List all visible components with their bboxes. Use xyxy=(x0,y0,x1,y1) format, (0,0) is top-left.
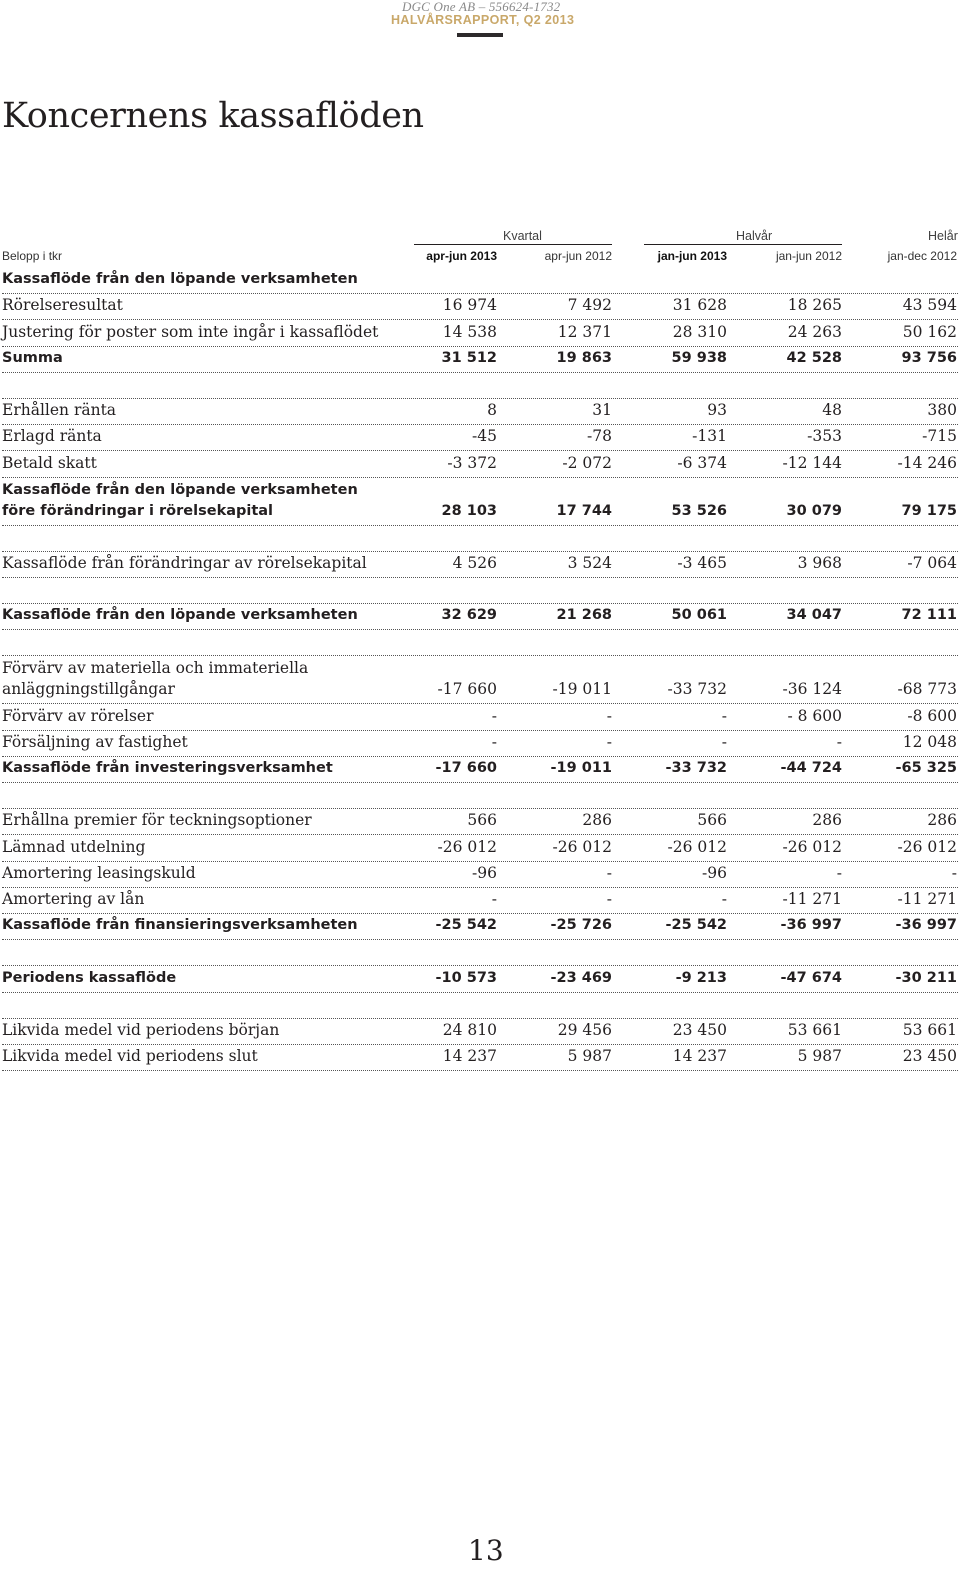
row-value: 29 456 xyxy=(557,1020,612,1039)
table-spacer xyxy=(0,783,960,809)
row-value: 380 xyxy=(927,401,957,420)
row-value: -45 xyxy=(472,427,497,446)
row-value: -131 xyxy=(692,427,727,446)
table-row xyxy=(0,320,960,346)
row-value: 31 628 xyxy=(672,296,727,315)
table-spacer xyxy=(0,993,960,1019)
row-value: 4 526 xyxy=(452,553,497,572)
row-value: 24 810 xyxy=(442,1020,497,1039)
table-row xyxy=(0,862,960,888)
row-value: 23 450 xyxy=(902,1047,957,1066)
row-value: 53 526 xyxy=(671,502,727,519)
group-kvartal: Kvartal xyxy=(503,229,542,243)
row-label: Kassaflöde från förändringar av rörelsekapital xyxy=(2,553,367,572)
row-value: -47 674 xyxy=(780,969,842,986)
row-value: - xyxy=(836,732,842,751)
row-value: 93 756 xyxy=(901,349,957,366)
row-label: Kassaflöde från investeringsverksamhet xyxy=(2,760,333,776)
table-row xyxy=(0,835,960,861)
row-value: -17 660 xyxy=(435,760,497,776)
row-value: -3 465 xyxy=(677,553,727,572)
table-spacer xyxy=(0,373,960,399)
row-value: 42 528 xyxy=(786,349,842,366)
page-header xyxy=(0,0,960,40)
cashflow-table xyxy=(0,268,960,1071)
row-value: - xyxy=(606,889,612,908)
row-value: 28 310 xyxy=(672,322,727,341)
row-value: 19 863 xyxy=(556,349,612,366)
table-row xyxy=(0,451,960,477)
header-rule xyxy=(457,33,503,37)
group-halvar-rule xyxy=(644,244,842,245)
row-value: 18 265 xyxy=(787,296,842,315)
row-value: 5 987 xyxy=(797,1047,842,1066)
row-label: Amortering av lån xyxy=(2,889,145,908)
row-label: Summa xyxy=(2,349,63,366)
row-value: - xyxy=(836,863,842,882)
table-spacer xyxy=(0,526,960,552)
row-value: - xyxy=(606,706,612,725)
row-value: 14 237 xyxy=(442,1047,497,1066)
table-row xyxy=(0,656,960,704)
row-value: -7 064 xyxy=(907,553,957,572)
row-value: -25 542 xyxy=(665,917,727,934)
table-row xyxy=(0,294,960,320)
row-label: Amortering leasingskuld xyxy=(2,863,196,882)
row-value: - xyxy=(721,706,727,725)
row-value: -12 144 xyxy=(782,453,842,472)
row-value: - xyxy=(721,889,727,908)
row-value: 14 538 xyxy=(442,322,497,341)
table-row xyxy=(0,1045,960,1071)
row-value: -715 xyxy=(922,427,957,446)
table-row xyxy=(0,731,960,757)
row-value: -353 xyxy=(807,427,842,446)
row-value: -25 542 xyxy=(435,917,497,934)
row-value: 31 512 xyxy=(441,349,497,366)
unit-label: Belopp i tkr xyxy=(2,249,63,263)
table-row xyxy=(0,604,960,630)
row-value: -8 600 xyxy=(907,706,957,725)
row-value: -19 011 xyxy=(552,680,612,699)
table-spacer xyxy=(0,630,960,656)
group-helar: Helår xyxy=(928,229,958,243)
table-row xyxy=(0,1019,960,1045)
row-label: Kassaflöde från den löpande verksamheten xyxy=(2,607,358,624)
row-value: - xyxy=(491,706,497,725)
row-value: 53 661 xyxy=(902,1020,957,1039)
row-value: 50 061 xyxy=(671,607,727,624)
row-value: -68 773 xyxy=(897,680,957,699)
table-row xyxy=(0,888,960,914)
row-value: - xyxy=(606,732,612,751)
table-row xyxy=(0,347,960,373)
row-value: 286 xyxy=(927,811,957,830)
row-value: 3 524 xyxy=(567,553,612,572)
row-value: - 8 600 xyxy=(787,706,842,725)
row-value: 28 103 xyxy=(441,502,497,519)
group-halvar: Halvår xyxy=(736,229,773,243)
row-label: Erhållen ränta xyxy=(2,401,117,420)
row-value: -44 724 xyxy=(780,760,842,776)
row-value: - xyxy=(721,732,727,751)
table-row xyxy=(0,268,960,294)
row-value: -33 732 xyxy=(665,760,727,776)
row-label: Rörelseresultat xyxy=(2,296,123,315)
row-value: -17 660 xyxy=(437,680,497,699)
row-value: -30 211 xyxy=(895,969,957,986)
row-value: 24 263 xyxy=(787,322,842,341)
row-value: -11 271 xyxy=(897,889,957,908)
row-value: 34 047 xyxy=(786,607,842,624)
row-value: -19 011 xyxy=(550,760,612,776)
row-value: 31 xyxy=(592,401,612,420)
table-row xyxy=(0,704,960,730)
row-value: 8 xyxy=(487,401,497,420)
row-label: Kassaflöde från finansieringsverksamheten xyxy=(2,917,358,934)
table-row xyxy=(0,425,960,451)
row-label: Justering för poster som inte ingår i kassaflödet xyxy=(2,322,379,341)
row-value: -78 xyxy=(587,427,612,446)
row-value: -36 997 xyxy=(895,917,957,934)
row-value: 286 xyxy=(812,811,842,830)
row-value: -36 124 xyxy=(782,680,842,699)
row-value: 21 268 xyxy=(556,607,612,624)
row-value: -26 012 xyxy=(437,837,497,856)
page-number: 13 xyxy=(468,1534,504,1567)
row-value: 50 162 xyxy=(902,322,957,341)
row-label: Förvärv av rörelser xyxy=(2,706,154,725)
table-row xyxy=(0,552,960,578)
table-row xyxy=(0,478,960,526)
row-value: - xyxy=(491,732,497,751)
row-value: -23 469 xyxy=(550,969,612,986)
row-value: 3 968 xyxy=(797,553,842,572)
row-value: 72 111 xyxy=(901,607,957,624)
row-value: 16 974 xyxy=(442,296,497,315)
row-value: -96 xyxy=(472,863,497,882)
table-row xyxy=(0,757,960,783)
col-header: jan-jun 2012 xyxy=(775,249,842,263)
row-label: Kassaflöde från den löpande verksamheten före förändringar i rörelsekapital xyxy=(2,481,358,519)
row-label: Erlagd ränta xyxy=(2,427,102,446)
row-value: -3 372 xyxy=(447,453,497,472)
row-value: -25 726 xyxy=(550,917,612,934)
row-label: Likvida medel vid periodens början xyxy=(2,1020,280,1039)
row-value: - xyxy=(491,889,497,908)
row-value: -26 012 xyxy=(782,837,842,856)
table-spacer xyxy=(0,940,960,966)
row-value: 14 237 xyxy=(672,1047,727,1066)
row-value: -14 246 xyxy=(897,453,957,472)
row-value: 12 371 xyxy=(557,322,612,341)
row-value: -9 213 xyxy=(675,969,727,986)
col-header: apr-jun 2012 xyxy=(544,249,612,263)
row-value: 32 629 xyxy=(441,607,497,624)
table-row xyxy=(0,399,960,425)
row-value: 286 xyxy=(582,811,612,830)
row-value: - xyxy=(606,863,612,882)
row-value: 23 450 xyxy=(672,1020,727,1039)
row-label: Lämnad utdelning xyxy=(2,837,146,856)
col-header: jan-dec 2012 xyxy=(887,249,957,263)
row-label: Förvärv av materiella och immateriella anläggningstillgångar xyxy=(2,659,309,699)
row-value: -26 012 xyxy=(667,837,727,856)
table-row xyxy=(0,914,960,940)
row-label: Kassaflöde från den löpande verksamheten xyxy=(2,271,358,288)
page-title: Koncernens kassaflöden xyxy=(2,96,424,136)
row-value: 43 594 xyxy=(902,296,957,315)
row-value: -6 374 xyxy=(677,453,727,472)
row-value: 30 079 xyxy=(786,502,842,519)
row-value: 48 xyxy=(822,401,842,420)
row-value: -2 072 xyxy=(562,453,612,472)
row-label: Likvida medel vid periodens slut xyxy=(2,1047,258,1066)
report-title: HALVÅRSRAPPORT, Q2 2013 xyxy=(391,13,575,27)
row-label: Erhållna premier för teckningsoptioner xyxy=(2,811,312,830)
table-row xyxy=(0,809,960,835)
row-value: 566 xyxy=(467,811,497,830)
company-name: DGC One AB – 556624-1732 xyxy=(402,0,561,14)
group-kvartal-rule xyxy=(414,244,612,245)
row-value: -96 xyxy=(702,863,727,882)
row-label: Periodens kassaflöde xyxy=(2,969,177,986)
row-value: 93 xyxy=(707,401,727,420)
row-value: -33 732 xyxy=(667,680,727,699)
row-value: 53 661 xyxy=(787,1020,842,1039)
row-value: -26 012 xyxy=(552,837,612,856)
row-label: Betald skatt xyxy=(2,453,97,472)
col-header: jan-jun 2013 xyxy=(657,249,727,263)
row-value: 7 492 xyxy=(567,296,612,315)
col-header: apr-jun 2013 xyxy=(426,249,497,263)
row-value: 12 048 xyxy=(902,732,957,751)
table-row xyxy=(0,966,960,992)
row-value: 17 744 xyxy=(556,502,612,519)
table-spacer xyxy=(0,578,960,604)
row-value: - xyxy=(951,863,957,882)
row-value: 5 987 xyxy=(567,1047,612,1066)
row-value: 59 938 xyxy=(671,349,727,366)
row-value: -65 325 xyxy=(895,760,957,776)
row-value: 566 xyxy=(697,811,727,830)
row-value: -26 012 xyxy=(897,837,957,856)
row-value: -36 997 xyxy=(780,917,842,934)
row-label: Försäljning av fastighet xyxy=(2,732,188,751)
row-value: -11 271 xyxy=(782,889,842,908)
row-value: -10 573 xyxy=(435,969,497,986)
row-value: 79 175 xyxy=(901,502,957,519)
